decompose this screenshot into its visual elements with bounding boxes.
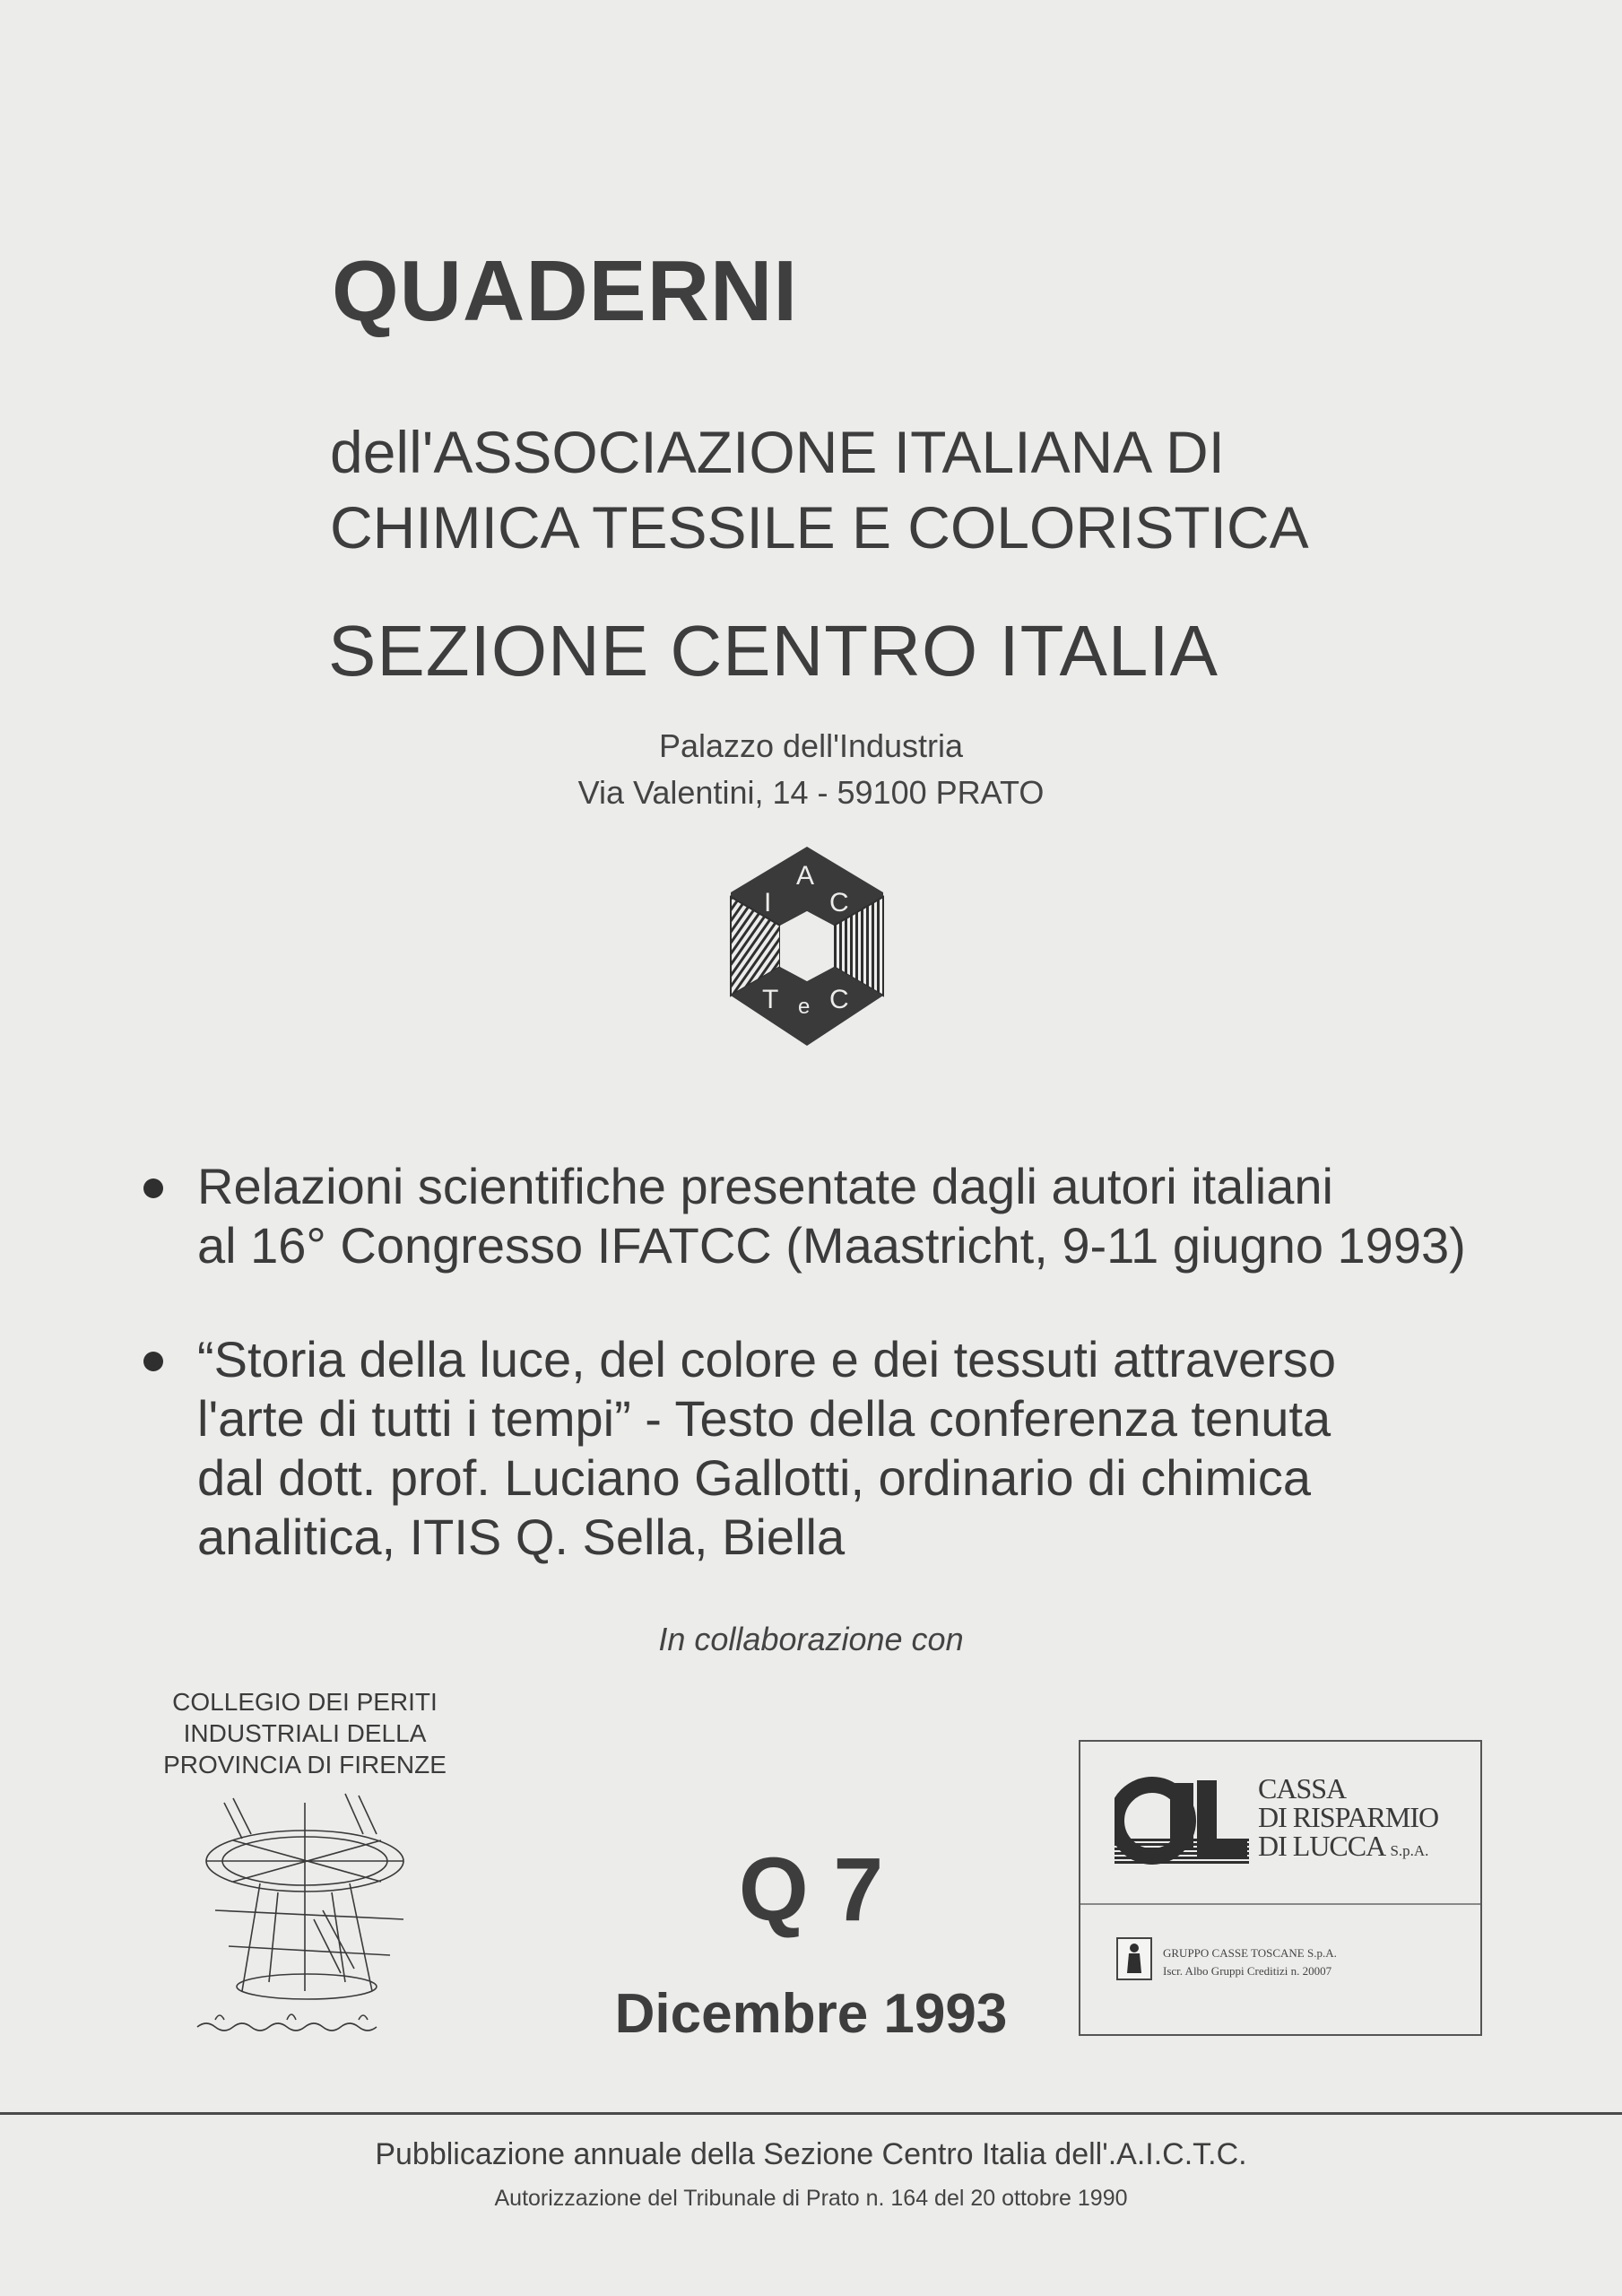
bullet-icon bbox=[143, 1352, 163, 1371]
content-item-line: dal dott. prof. Luciano Gallotti, ordinario di chimica bbox=[197, 1449, 1311, 1506]
footer-divider bbox=[0, 2112, 1622, 2115]
collegio-name bbox=[143, 1686, 466, 1780]
logo-letter-i: I bbox=[764, 888, 772, 918]
sponsor-name-line-2: DI RISPARMIO bbox=[1258, 1801, 1439, 1833]
content-item-line: analitica, ITIS Q. Sella, Biella bbox=[197, 1509, 846, 1565]
group-line-1: GRUPPO CASSE TOSCANE S.p.A. bbox=[1163, 1946, 1337, 1960]
bullet-icon bbox=[143, 1178, 163, 1198]
address bbox=[0, 723, 1622, 816]
sponsor-name-line-1: CASSA bbox=[1258, 1772, 1347, 1805]
content-item-line: al 16° Congresso IFATCC (Maastricht, 9-11 giugno 1993) bbox=[197, 1217, 1466, 1274]
collaboration-label: In collaborazione con bbox=[658, 1621, 964, 1657]
crl-bank-logo-icon bbox=[1115, 1776, 1249, 1870]
sponsor-box bbox=[1079, 1740, 1482, 2036]
address-line-2: Via Valentini, 14 - 59100 PRATO bbox=[577, 774, 1045, 811]
association-line-2: CHIMICA TESSILE E COLORISTICA bbox=[330, 494, 1309, 561]
logo-letter-a: A bbox=[796, 861, 815, 891]
gruppo-figure-icon bbox=[1116, 1937, 1152, 1980]
issue-number: Q 7 bbox=[738, 1839, 884, 1940]
content-item-line: “Storia della luce, del colore e dei tessuti attraverso bbox=[197, 1331, 1336, 1387]
collegio-line-3: PROVINCIA DI FIRENZE bbox=[163, 1751, 447, 1779]
issue-date: Dicembre 1993 bbox=[614, 1983, 1008, 2045]
association-name bbox=[330, 414, 1309, 565]
collegio-line-2: INDUSTRIALI DELLA bbox=[183, 1719, 427, 1747]
collegio-line-1: COLLEGIO DEI PERITI bbox=[172, 1688, 438, 1716]
section-name: SEZIONE CENTRO ITALIA bbox=[328, 611, 1219, 691]
footer-authorization: Autorizzazione del Tribunale di Prato n. 164 del 20 ottobre 1990 bbox=[494, 2186, 1128, 2211]
group-info bbox=[1163, 1944, 1337, 1980]
logo-letter-t: T bbox=[762, 985, 779, 1014]
logo-letter-e: e bbox=[798, 995, 811, 1019]
logo-letter-c2: C bbox=[829, 985, 849, 1014]
group-line-2: Iscr. Albo Gruppi Creditizi n. 20007 bbox=[1163, 1964, 1332, 1978]
association-line-1: dell'ASSOCIAZIONE ITALIANA DI bbox=[330, 419, 1225, 485]
page-title: QUADERNI bbox=[332, 243, 799, 339]
sponsor-divider bbox=[1080, 1903, 1480, 1905]
iactec-hexagon-logo-icon bbox=[699, 843, 915, 1054]
sponsor-name bbox=[1258, 1774, 1438, 1866]
sponsor-name-suffix: S.p.A. bbox=[1390, 1842, 1429, 1859]
content-item-line: Relazioni scientifiche presentate dagli autori italiani bbox=[197, 1158, 1333, 1214]
footer-publication: Pubblicazione annuale della Sezione Centro Italia dell'.A.I.C.T.C. bbox=[375, 2137, 1247, 2171]
logo-letter-c: C bbox=[829, 888, 849, 918]
sponsor-name-line-3: DI LUCCA bbox=[1258, 1830, 1384, 1862]
address-line-1: Palazzo dell'Industria bbox=[658, 727, 964, 764]
content-item-line: l'arte di tutti i tempi” - Testo della conferenza tenuta bbox=[197, 1390, 1331, 1447]
